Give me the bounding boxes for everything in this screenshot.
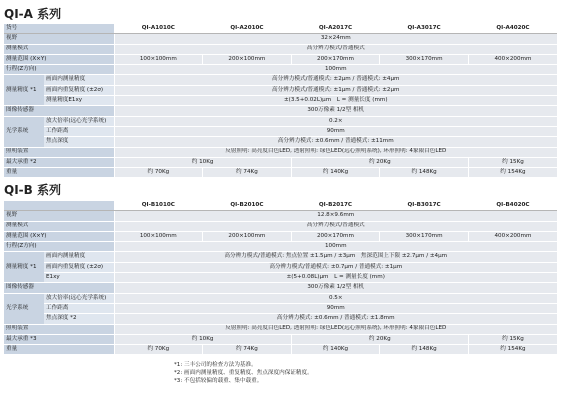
row-cell: 约 70Kg (114, 345, 203, 355)
row-value: 100mm (114, 242, 557, 252)
row-cell: 200×170mm (291, 54, 380, 64)
row-value: 反射照明: 高亮度白色LED, 透射照明: 绿色LED(远心照明系统), 环形照明: 4象限白色LED (114, 147, 557, 157)
row-label: 测量范围 (X×Y) (4, 231, 114, 241)
footnote-3: *3: 不包括较偏的载重、集中载重。 (174, 378, 263, 384)
table-row (4, 106, 557, 116)
model-name: QI-B2017C (291, 201, 380, 211)
spec-table-qi-b (4, 201, 557, 355)
model-name: QI-A2010C (203, 24, 292, 34)
row-sub-label: 画面内重复精度 (±2σ) (44, 85, 114, 95)
row-label: 行程(Z方向) (4, 65, 114, 75)
table-row (4, 242, 557, 252)
table-row (4, 137, 557, 147)
row-value: 高分辨力模式: ±0.6mm / 普通模式: ±11mm (114, 137, 557, 147)
model-name: QI-A4020C (468, 24, 557, 34)
row-cell: 200×100mm (203, 54, 292, 64)
row-label: 测量范围 (X×Y) (4, 54, 114, 64)
row-sub-label: 工作距离 (44, 303, 114, 313)
table-row (4, 303, 557, 313)
row-label: 行程(Z方向) (4, 242, 114, 252)
model-name: QI-B2010C (203, 201, 292, 211)
table-row (4, 211, 557, 221)
row-value: 高分辨力模式: ±0.6mm / 普通模式: ±1.8mm (114, 314, 557, 324)
row-value: 90mm (114, 303, 557, 313)
row-sub-label: 测量精度E1xy (44, 96, 114, 106)
row-group-label: 光学系统 (4, 116, 44, 147)
row-cell: 约 140Kg (291, 168, 380, 178)
row-cell: 约 148Kg (380, 345, 469, 355)
table-row (4, 147, 557, 157)
row-cell: 约 74Kg (203, 168, 292, 178)
row-sub-label: 画面内重复精度 (±2σ) (44, 262, 114, 272)
row-label: 重量 (4, 345, 114, 355)
row-sub-label: 画面内测量精度 (44, 252, 114, 262)
row-cell: 约 10Kg (114, 157, 291, 167)
row-value: 高分辨力模式/普通模式: ±0.7μm / 普通模式: ±1μm (114, 262, 557, 272)
footnote-1: *1: 三丰公司的检查方法为基准。 (174, 362, 257, 368)
row-group-label: 测量精度 *1 (4, 75, 44, 106)
row-sub-label: 工作距离 (44, 126, 114, 136)
row-cell: 约 15Kg (468, 157, 557, 167)
row-sub-label: 放大倍率(远心光学系统) (44, 116, 114, 126)
table-row (4, 157, 557, 167)
row-cell: 约 20Kg (291, 157, 468, 167)
table-row (4, 75, 557, 85)
model-name: QI-B3017C (380, 201, 469, 211)
row-cell: 约 15Kg (468, 334, 557, 344)
table-row (4, 324, 557, 334)
row-cell: 400×200mm (468, 54, 557, 64)
row-label: 图像传感器 (4, 106, 114, 116)
model-name: QI-B1010C (114, 201, 203, 211)
table-row (4, 65, 557, 75)
row-group-label: 测量精度 *1 (4, 252, 44, 283)
row-sub-label: 画面内测量精度 (44, 75, 114, 85)
model-name: QI-B4020C (468, 201, 557, 211)
table-row (4, 34, 557, 44)
section-title-qi-b: QI-B 系列 (4, 183, 61, 197)
row-value: 0.2× (114, 116, 557, 126)
row-value: 高分辨力模式/普通模式 (114, 44, 557, 54)
header-label: 货号 (4, 24, 114, 34)
row-label: 重量 (4, 168, 114, 178)
row-value: 高分辨力模式/普通模式 (114, 221, 557, 231)
row-cell: 约 70Kg (114, 168, 203, 178)
table-row (4, 293, 557, 303)
table-row (4, 252, 557, 262)
row-cell: 约 140Kg (291, 345, 380, 355)
row-value: 高分辨力模式/普通模式: ±2μm / 普通模式: ±4μm (114, 75, 557, 85)
header-label (4, 201, 114, 211)
spec-table-qi-a (4, 24, 557, 178)
row-value: 32×24mm (114, 34, 557, 44)
row-value: 高分辨力模式/普通模式: 焦点位置 ±1.5μm / ±3μm 焦深范围上下限 ±2.7μm / ±4μm (114, 252, 557, 262)
model-name: QI-A3017C (380, 24, 469, 34)
table-row (4, 345, 557, 355)
row-cell: 约 20Kg (291, 334, 468, 344)
table-row (4, 283, 557, 293)
row-label: 最大承重 *3 (4, 334, 114, 344)
row-sub-label: 焦点深度 *2 (44, 314, 114, 324)
table-row (4, 126, 557, 136)
row-value: ±(5+0.08L)μm L = 测量长度 (mm) (114, 273, 557, 283)
row-value: 90mm (114, 126, 557, 136)
row-label: 视野 (4, 34, 114, 44)
row-cell: 400×200mm (468, 231, 557, 241)
row-value: 300万像素 1/2型 相机 (114, 106, 557, 116)
footnote-2: *2: 画面内测量精度、重复精度、焦点深度内保证精度。 (174, 370, 313, 376)
row-cell: 约 148Kg (380, 168, 469, 178)
row-group-label: 光学系统 (4, 293, 44, 324)
row-label: 图像传感器 (4, 283, 114, 293)
table-row (4, 85, 557, 95)
row-cell: 300×170mm (380, 231, 469, 241)
row-cell: 约 74Kg (203, 345, 292, 355)
row-cell: 约 10Kg (114, 334, 291, 344)
table-header-row (4, 201, 557, 211)
row-label: 照明装置 (4, 147, 114, 157)
table-row (4, 168, 557, 178)
row-cell: 约 154Kg (468, 345, 557, 355)
row-value: 高分辨力模式/普通模式: ±1μm / 普通模式: ±2μm (114, 85, 557, 95)
table-row (4, 221, 557, 231)
row-value: 12.8×9.6mm (114, 211, 557, 221)
section-title-qi-a: QI-A 系列 (4, 7, 62, 21)
row-cell: 300×170mm (380, 54, 469, 64)
row-sub-label: E1xy (44, 273, 114, 283)
table-row (4, 231, 557, 241)
row-cell: 200×100mm (203, 231, 292, 241)
table-header-row (4, 24, 557, 34)
row-value: ±(3.5+0.02L)μm L = 测量长度 (mm) (114, 96, 557, 106)
table-row (4, 96, 557, 106)
table-row (4, 54, 557, 64)
table-row (4, 44, 557, 54)
row-cell: 100×100mm (114, 231, 203, 241)
row-cell: 100×100mm (114, 54, 203, 64)
row-value: 0.5× (114, 293, 557, 303)
row-cell: 约 154Kg (468, 168, 557, 178)
footnotes (174, 361, 313, 385)
row-label: 照明装置 (4, 324, 114, 334)
row-label: 最大承重 *2 (4, 157, 114, 167)
row-value: 反射照明: 高亮度白色LED, 透射照明: 绿色LED(远心照明系统), 环形照明: 4象限白色LED (114, 324, 557, 334)
row-sub-label: 放大倍率(远心光学系统) (44, 293, 114, 303)
model-name: QI-A2017C (291, 24, 380, 34)
row-sub-label: 焦点深度 (44, 137, 114, 147)
table-row (4, 334, 557, 344)
row-label: 测量模式 (4, 44, 114, 54)
row-value: 100mm (114, 65, 557, 75)
row-cell: 200×170mm (291, 231, 380, 241)
row-label: 视野 (4, 211, 114, 221)
table-row (4, 314, 557, 324)
table-row (4, 273, 557, 283)
model-name: QI-A1010C (114, 24, 203, 34)
row-label: 测量模式 (4, 221, 114, 231)
row-value: 300万像素 1/2型 相机 (114, 283, 557, 293)
table-row (4, 116, 557, 126)
table-row (4, 262, 557, 272)
